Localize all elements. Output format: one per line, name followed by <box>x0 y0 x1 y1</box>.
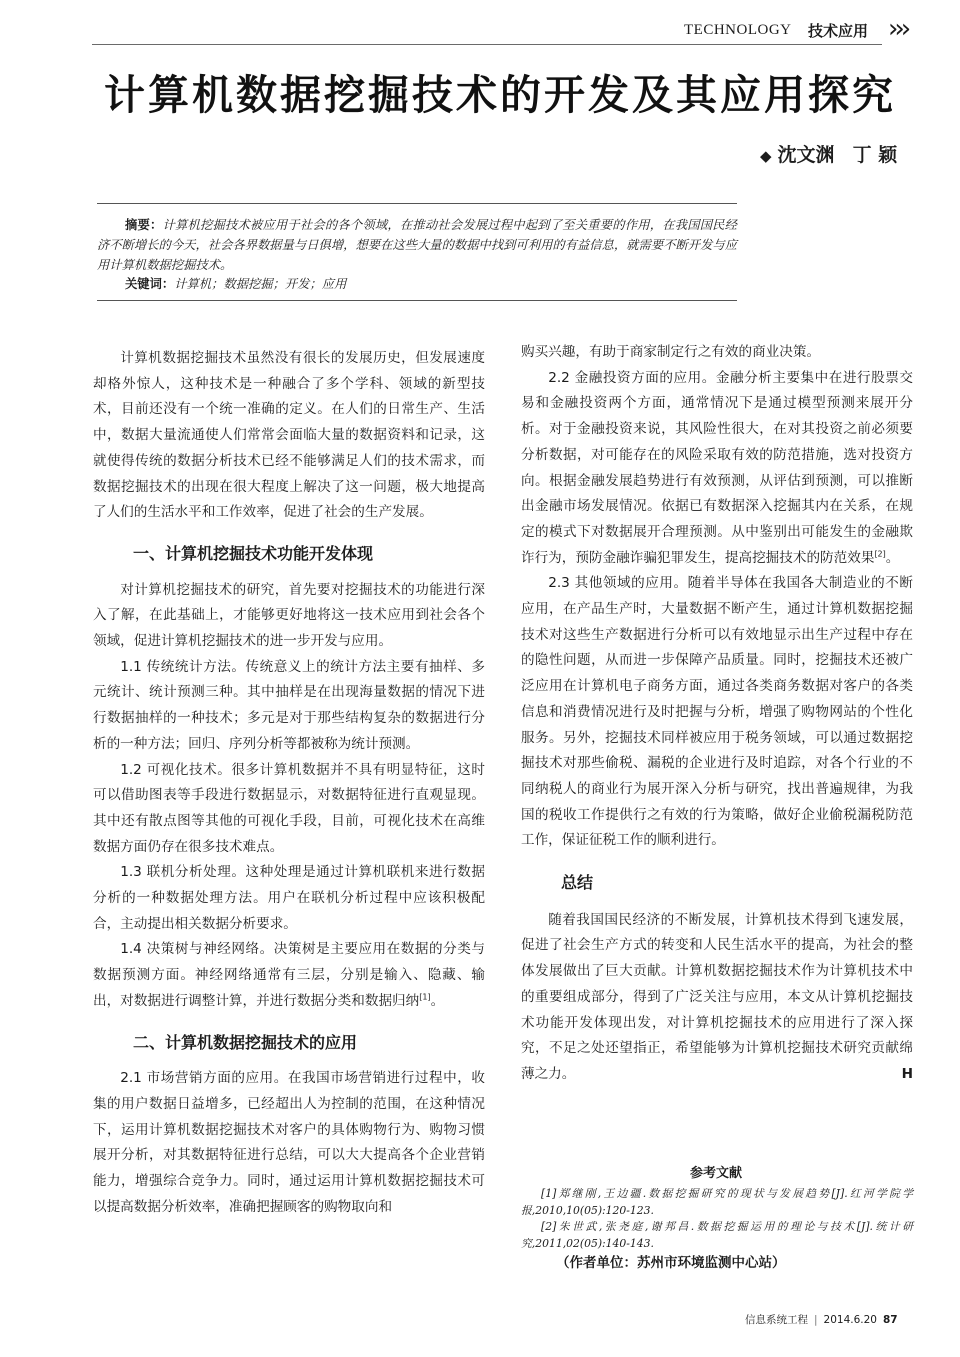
references-list <box>521 1186 913 1252</box>
paragraph-2-1: 2.1 市场营销方面的应用。在我国市场营销进行过程中，收集的用户数据日益增多，已经超出人为控制的范围，在这种情况下，运用计算机数据挖掘技术对客户的具体购物行为、购物习惯展开分析，对其数据特征进行总结，可以大大提高各个企业营销能力，增强综合竞争力。同时，通过运用计算机数据挖掘技术可以提高数据分析效率，准确把握顾客的购物取向和 <box>93 1070 485 1215</box>
author-2: 丁 颖 <box>852 144 898 166</box>
abstract-label: 摘要： <box>125 218 163 232</box>
journal-section-english: TECHNOLOGY <box>684 22 792 38</box>
paragraph-1-4: 1.4 决策树与神经网络。决策树是主要应用在数据的分类与数据预测方面。神经网络通常有三层，分别是输入、隐藏、输出，对数据进行调整计算，并进行数据分类和数据归纳[1]。 <box>93 941 485 1009</box>
conclusion-paragraph: 随着我国国民经济的不断发展，计算机技术得到飞速发展，促进了社会生产方式的转变和人民生活水平的提高，为社会的整体发展做出了巨大贡献。计算机数据挖掘技术作为计算机技术中的重要组成部分，得到了广泛关注与应用，本文从计算机挖掘技术功能开发体现出发，对计算机挖掘技术的应用进行了深入探究，不足之处还望指正，希望能够为计算机挖掘技术研究贡献绵薄之力。 H <box>521 908 913 1088</box>
reference-item: [2]朱世武,张尧庭,谢邦昌.数据挖掘运用的理论与技术[J].统计研究,2011,02(05):140-143. <box>521 1220 913 1250</box>
keywords <box>125 274 346 292</box>
abstract-text: 计算机挖掘技术被应用于社会的各个领域，在推动社会发展过程中起到了至关重要的作用，在我国国民经济不断增长的今天，社会各界数据量与日俱增，想要在这些大量的数据中找到可利用的有益信息，就需要不断开发与应用计算机数据挖掘技术。 <box>97 218 737 272</box>
citation-1: [1] <box>419 992 431 1002</box>
footer-date: 2014.6.20 <box>823 1314 877 1326</box>
paragraph-1-2: 1.2 可视化技术。很多计算机数据并不具有明显特征，这时可以借助图表等手段进行数据显示，对数据特征进行直观显现。其中还有散点图等其他的可视化手段，目前，可视化技术在高维数据方面仍存在很多技术难点。 <box>93 761 485 855</box>
paragraph-1-3: 1.3 联机分析处理。这种处理是通过计算机联机来进行数据分析的一种数据处理方法。用户在联机分析过程中应该积极配合，主动提出相关数据分析要求。 <box>93 864 485 932</box>
section-1-heading: 一、计算机挖掘技术功能开发体现 <box>133 543 374 563</box>
reference-item: [1]郑继刚,王边疆.数据挖掘研究的现状与发展趋势[J].红河学院学报,2010,10(05):120-123. <box>521 1187 913 1217</box>
footer-separator: | <box>814 1314 818 1326</box>
right-column <box>521 340 913 1088</box>
paragraph-2-1-continued: 购买兴趣，有助于商家制定行之有效的商业决策。 <box>521 344 821 360</box>
left-column <box>93 346 485 1221</box>
intro-paragraph: 计算机数据挖掘技术虽然没有很长的发展历史，但发展速度却格外惊人，这种技术是一种融合了多个学科、领域的新型技术，目前还没有一个统一准确的定义。在人们的日常生产、生活中，数据大量流通使人们常常会面临大量的数据资料和记录，这就使得传统的数据分析技术已经不能够满足人们的技术需求，而数据挖掘技术的出现在很大程度上解决了这一问题，极大地提高了人们的生活水平和工作效率，促进了社会的生产发展。 <box>93 350 485 521</box>
paragraph-2-3: 2.3 其他领域的应用。随着半导体在我国各大制造业的不断应用，在产品生产时，大量数据不断产生，通过计算机数据挖掘技术对这些生产数据进行分析可以有效地显示出生产过程中存在的隐性问题，从而进一步保障产品质量。同时，挖掘技术还被广泛应用在计算机电子商务方面，通过各类商务数据对客户的各类信息和消费情况进行及时把握与分析，增强了购物网站的个性化服务。另外，挖掘技术同样被应用于税务领域，可以通过数据挖掘技术对那些偷税、漏税的企业进行及时追踪，对各个行业的不同纳税人的商业行为展开深入分析与研究，找出普遍规律，为我国的税收工作提供行之有效的行为策略，做好企业偷税漏税防范工作，保证征税工作的顺利进行。 <box>521 575 913 849</box>
citation-2: [2] <box>874 549 886 559</box>
paragraph-1-1: 1.1 传统统计方法。传统意义上的统计方法主要有抽样、多元统计、统计预测三种。其中抽样是在出现海量数据的情况下进行数据抽样的一种技术；多元是对于那些结构复杂的数据进行分析的一种方法；回归、序列分析等都被称为统计预测。 <box>93 658 485 752</box>
conclusion-heading: 总结 <box>561 873 594 893</box>
abstract <box>97 215 737 275</box>
footer-journal: 信息系统工程 <box>745 1314 808 1326</box>
references-heading: 参考文献 <box>690 1166 743 1181</box>
author-line <box>760 140 897 167</box>
abstract-top-rule <box>97 203 737 204</box>
journal-section-chinese: 技术应用 <box>808 22 869 40</box>
keywords-text: 计算机；数据挖掘；开发；应用 <box>174 277 347 291</box>
keywords-label: 关键词： <box>125 277 175 291</box>
page-footer <box>745 1312 898 1327</box>
section-2-heading: 二、计算机数据挖掘技术的应用 <box>133 1032 358 1052</box>
article-title: 计算机数据挖掘技术的开发及其应用探究 <box>104 71 896 119</box>
author-affiliation: （作者单位：苏州市环境监测中心站） <box>556 1255 786 1271</box>
author-1: 沈文渊 <box>777 144 835 166</box>
paragraph-2-2: 2.2 金融投资方面的应用。金融分析主要集中在进行股票交易和金融投资两个方面，通常情况下是通过模型预测来展开分析。对于金融投资来说，其风险性很大，在对其投资之前必须要分析数据，对可能存在的风险采取有效的防范措施，选对投资方向。根据金融发展趋势进行有效预测，从评估到预测，可以推断出金融市场发展情况。依据已有数据深入挖掘其内在关系，在规定的模式下对数据展开合理预测。从中鉴别出可能发生的金融欺诈行为，预防金融诈骗犯罪发生，提高挖掘技术的防范效果[2]。 <box>521 369 913 566</box>
diamond-icon: ◆ <box>760 147 772 165</box>
header-rule <box>92 44 882 45</box>
section-1-paragraph: 对计算机挖掘技术的研究，首先要对挖掘技术的功能进行深入了解，在此基础上，才能够更好地将这一技术应用到社会各个领域，促进计算机挖掘技术的进一步开发与应用。 <box>93 581 485 650</box>
page-number: 87 <box>883 1314 898 1326</box>
end-mark-icon: H <box>901 1065 913 1082</box>
abstract-bottom-rule <box>97 300 737 301</box>
chevron-right-icon: ››› <box>888 14 908 44</box>
